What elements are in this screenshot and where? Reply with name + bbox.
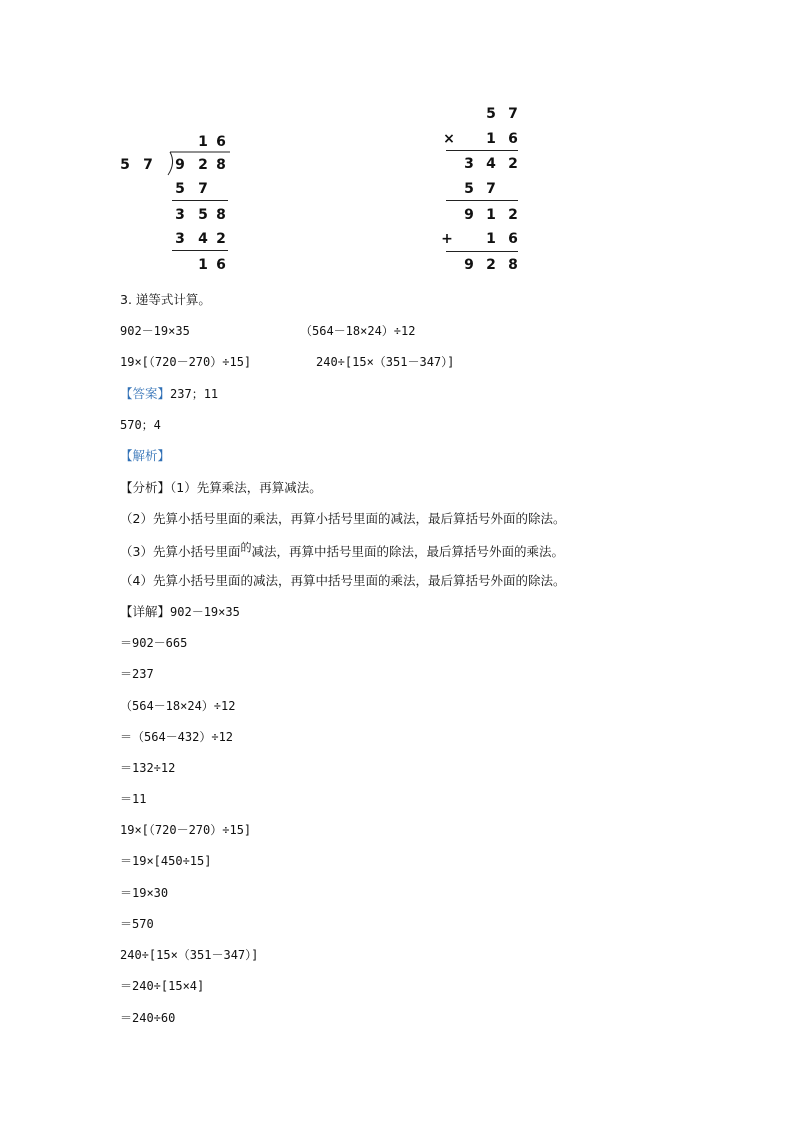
detail-step: ＝19×[450÷15] xyxy=(120,854,212,868)
detail-step: ＝（564－432）÷12 xyxy=(120,730,234,744)
check-digit: 6 xyxy=(508,231,518,247)
step-digit: 3 xyxy=(175,207,185,223)
step-digit: 3 xyxy=(175,231,185,247)
check-digit: 9 xyxy=(464,257,474,273)
division-rule xyxy=(172,200,228,201)
detail-step: ＝902－665 xyxy=(120,636,188,650)
check-digit: 9 xyxy=(464,207,474,223)
remainder-digit: 6 xyxy=(216,257,226,273)
question-title: 3. 递等式计算。 xyxy=(120,292,211,307)
detail-step: ＝237 xyxy=(120,667,154,681)
expression-1: 902－19×35 xyxy=(120,324,190,338)
detail-step: ＝240÷[15×4] xyxy=(120,979,205,993)
step-digit: 5 xyxy=(198,207,208,223)
detail-first-expr: 902－19×35 xyxy=(170,605,240,619)
check-rule xyxy=(446,200,518,201)
fenxi-tag: 【分析】 xyxy=(120,480,171,495)
analysis-p2: （2）先算小括号里面的乘法，再算小括号里面的减法，最后算括号外面的除法。 xyxy=(120,511,566,526)
analysis-p3-a: （3）先算小括号里面 xyxy=(120,544,241,559)
step-digit: 2 xyxy=(216,231,226,247)
check-digit: 4 xyxy=(486,156,496,172)
check-digit: 1 xyxy=(486,131,496,147)
quotient-digit: 1 xyxy=(198,134,208,150)
analysis-p1-text: （1）先算乘法，再算减法。 xyxy=(170,480,322,495)
expression-3: 19×[（720－270）÷15] xyxy=(120,355,252,369)
check-rule xyxy=(446,251,518,252)
check-digit: 2 xyxy=(486,257,496,273)
expression-4: 240÷[15×（351－347）] xyxy=(316,355,455,369)
dividend-digit: 2 xyxy=(198,157,208,173)
check-digit: 7 xyxy=(486,181,496,197)
step-digit: 8 xyxy=(216,207,226,223)
check-digit: 2 xyxy=(508,156,518,172)
check-digit: 5 xyxy=(486,106,496,122)
remainder-digit: 1 xyxy=(198,257,208,273)
analysis-p3-b: 减法，再算中括号里面的除法，最后算括号外面的乘法。 xyxy=(251,544,564,559)
detail-step: ＝240÷60 xyxy=(120,1011,176,1025)
times-sign: × xyxy=(443,131,455,147)
detail-step: ＝570 xyxy=(120,917,154,931)
detail-step: ＝132÷12 xyxy=(120,761,176,775)
detail-first xyxy=(120,604,240,620)
detail-step: ＝19×30 xyxy=(120,886,169,900)
analysis-p1 xyxy=(120,480,322,496)
detail-step: 19×[（720－270）÷15] xyxy=(120,823,252,837)
answer-value-1: 237；11 xyxy=(170,387,219,401)
step-digit: 5 xyxy=(175,181,185,197)
check-digit: 3 xyxy=(464,156,474,172)
check-digit: 6 xyxy=(508,131,518,147)
expression-2: （564－18×24）÷12 xyxy=(300,324,416,338)
analysis-tag: 【解析】 xyxy=(120,448,171,463)
detail-step: ＝11 xyxy=(120,792,147,806)
answer-line-1 xyxy=(120,386,218,402)
check-rule xyxy=(446,150,518,151)
detail-step: 240÷[15×（351－347）] xyxy=(120,948,259,962)
analysis-p3 xyxy=(120,541,564,561)
check-digit: 7 xyxy=(508,106,518,122)
dividend-digit: 8 xyxy=(216,157,226,173)
step-digit: 7 xyxy=(198,181,208,197)
analysis-p4: （4）先算小括号里面的减法，再算中括号里面的乘法，最后算括号外面的除法。 xyxy=(120,573,566,588)
divisor-digit: 7 xyxy=(143,157,153,173)
detail-tag: 【详解】 xyxy=(120,604,171,619)
quotient-digit: 6 xyxy=(216,134,226,150)
detail-step: （564－18×24）÷12 xyxy=(120,699,236,713)
step-digit: 4 xyxy=(198,231,208,247)
division-rule xyxy=(172,250,228,251)
answer-line-2: 570；4 xyxy=(120,418,161,432)
check-digit: 1 xyxy=(486,207,496,223)
analysis-p3-sup: 的 xyxy=(240,541,252,554)
dividend-digit: 9 xyxy=(175,157,185,173)
plus-sign: + xyxy=(441,231,453,247)
check-digit: 2 xyxy=(508,207,518,223)
check-digit: 5 xyxy=(464,181,474,197)
divisor-digit: 5 xyxy=(120,157,130,173)
check-digit: 1 xyxy=(486,231,496,247)
check-digit: 8 xyxy=(508,257,518,273)
answer-tag: 【答案】 xyxy=(120,386,171,401)
